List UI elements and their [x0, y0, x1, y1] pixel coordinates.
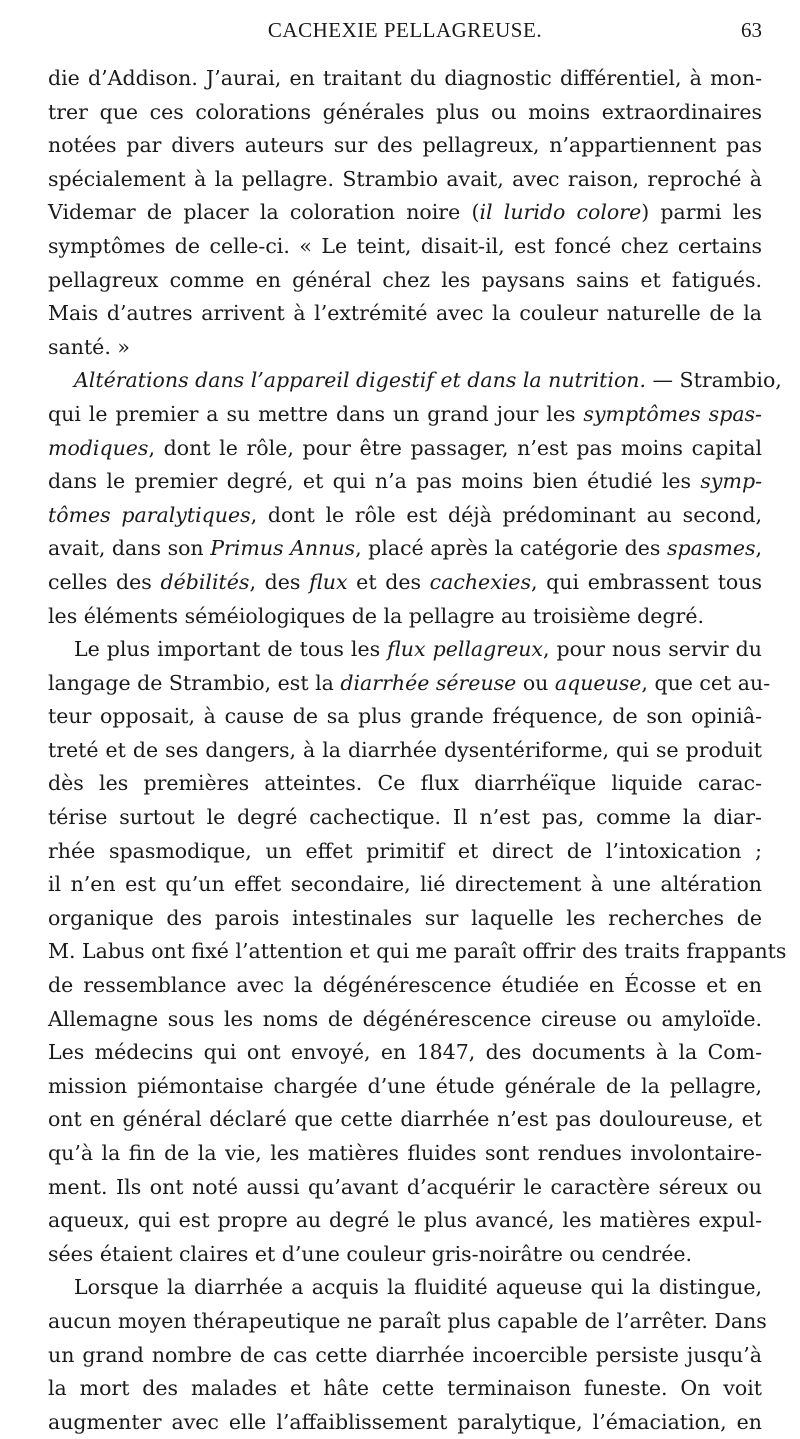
- text-run: pellagreux comme en général chez les paysans sains et fatigués.: [48, 267, 762, 292]
- italic-term: il lurido colore: [479, 200, 642, 225]
- text-line: [48, 129, 762, 163]
- text-run: , pour nous servir du: [542, 637, 762, 662]
- text-run: , placé après la catégorie des: [355, 536, 667, 561]
- text-line: [48, 398, 762, 432]
- text-run: santé. »: [48, 334, 130, 359]
- text-run: langage de Strambio, est la: [48, 670, 341, 695]
- text-run: de ressemblance avec la dégénérescence étudiée en Écosse et en: [48, 973, 762, 998]
- italic-term: diarrhée séreuse: [340, 670, 517, 695]
- text-line: [48, 1137, 762, 1171]
- text-line: [48, 667, 771, 701]
- italic-term: tômes paralytiques: [48, 502, 251, 527]
- text-run: avait, dans son: [48, 536, 211, 561]
- text-run: Videmar de placer la coloration noire (: [48, 200, 480, 225]
- text-run: trer que ces colorations générales plus ou moins extraordinaires: [48, 99, 762, 124]
- text-line: [48, 1171, 762, 1205]
- text-run: sées étaient claires et d’une couleur gris-noirâtre ou cendrée.: [48, 1241, 692, 1266]
- text-run: die d’Addison. J’aurai, en traitant du diagnostic différentiel, à mon-: [48, 66, 762, 90]
- italic-term: Altérations dans l’appareil digestif et dans la nutrition.: [74, 368, 647, 393]
- text-run: et des: [347, 569, 430, 594]
- text-line: [48, 1339, 762, 1373]
- italic-term: symptômes spas-: [583, 401, 762, 426]
- text-line: [48, 835, 762, 869]
- text-run: ,: [755, 536, 763, 561]
- text-line: [48, 499, 762, 533]
- text-run: ou: [516, 670, 555, 695]
- text-line: [48, 1003, 762, 1037]
- text-line: [48, 1103, 762, 1137]
- text-run: rhée spasmodique, un effet primitif et direct de l’intoxication ;: [48, 838, 762, 863]
- text-line: [48, 1271, 762, 1305]
- text-run: , qui embrassent tous: [530, 569, 763, 594]
- text-run: augmenter avec elle l’affaiblissement paralytique, l’émaciation, en: [48, 1409, 762, 1434]
- text-line: [48, 96, 762, 130]
- text-line: [48, 801, 762, 835]
- text-line: [48, 364, 782, 398]
- text-line: [48, 1036, 762, 1070]
- text-run: , que cet au-: [641, 670, 771, 695]
- text-line: [48, 566, 762, 600]
- text-run: , des: [249, 569, 310, 594]
- text-run: les éléments séméiologiques de la pellagre au troisième degré.: [48, 603, 705, 628]
- text-run: mission piémontaise chargée d’une étude générale de la pellagre,: [48, 1073, 762, 1098]
- text-run: un grand nombre de cas cette diarrhée incoercible persiste jusqu’à: [48, 1342, 762, 1367]
- text-run: , dont le rôle, pour être passager, n’est pas moins capital: [148, 435, 762, 460]
- text-run: la mort des malades et hâte cette terminaison funeste. On voit: [48, 1376, 762, 1401]
- italic-term: flux pellagreux: [387, 637, 543, 662]
- text-run: ont en général déclaré que cette diarrhée n’est pas douloureuse, et: [48, 1107, 762, 1132]
- text-line: [48, 264, 762, 298]
- text-run: teur opposait, à cause de sa plus grande fréquence, de son opiniâ-: [48, 704, 762, 729]
- text-run: Le plus important de tous les: [74, 637, 388, 662]
- text-line: [48, 1305, 767, 1339]
- text-line: [48, 1406, 762, 1439]
- text-line: [48, 767, 762, 801]
- text-run: ment. Ils ont noté aussi qu’avant d’acquérir le caractère séreux ou: [48, 1174, 762, 1199]
- text-run: qui le premier a su mettre dans un grand jour les: [48, 401, 584, 426]
- text-run: symptômes de celle-ci. « Le teint, disait-il, est foncé chez certains: [48, 233, 762, 258]
- text-run: dans le premier degré, et qui n’a pas moins bien étudié les: [48, 469, 701, 494]
- text-run: organique des parois intestinales sur laquelle les recherches de: [48, 905, 762, 930]
- text-run: M. Labus ont fixé l’attention et qui me paraît offrir des traits frappants: [48, 939, 787, 964]
- text-line: [48, 1238, 762, 1272]
- text-line: [48, 297, 762, 331]
- text-run: spécialement à la pellagre. Strambio avait, avec raison, reproché à: [48, 166, 762, 191]
- text-line: [48, 465, 762, 499]
- text-run: treté et de ses dangers, à la diarrhée dysentériforme, qui se produit: [48, 737, 762, 762]
- italic-term: Primus Annus: [210, 536, 356, 561]
- running-title: CACHEXIE PELLAGREUSE.: [267, 18, 543, 42]
- body-text: [48, 62, 787, 1439]
- text-run: — Strambio,: [646, 368, 782, 393]
- italic-term: aqueuse: [554, 670, 642, 695]
- text-run: ) parmi les: [641, 200, 762, 225]
- running-head: [48, 18, 762, 48]
- italic-term: symp-: [700, 469, 762, 494]
- text-run: notées par divers auteurs sur des pellagreux, n’appartiennent pas: [48, 133, 762, 158]
- text-line: [48, 1204, 762, 1238]
- text-line: [48, 196, 762, 230]
- text-line: [48, 1070, 762, 1104]
- text-run: celles des: [48, 569, 161, 594]
- text-run: dès les premières atteintes. Ce flux diarrhéïque liquide carac-: [48, 771, 762, 796]
- text-line: [48, 902, 762, 936]
- text-line: [48, 432, 762, 466]
- text-line: [48, 1372, 762, 1406]
- page-number: 63: [741, 18, 762, 42]
- italic-term: cachexies: [429, 569, 531, 594]
- text-run: aucun moyen thérapeutique ne paraît plus capable de l’arrêter. Dans: [48, 1308, 767, 1333]
- text-line: [48, 163, 762, 197]
- text-line: [48, 700, 762, 734]
- text-line: [48, 935, 787, 969]
- text-line: [48, 969, 762, 1003]
- text-run: Lorsque la diarrhée a acquis la fluidité aqueuse qui la distingue,: [74, 1275, 762, 1300]
- text-run: , dont le rôle est déjà prédominant au second,: [250, 502, 763, 527]
- text-line: [48, 532, 762, 566]
- text-line: [48, 633, 762, 667]
- text-run: qu’à la fin de la vie, les matières fluides sont rendues involontaire-: [48, 1141, 762, 1165]
- italic-term: modiques: [48, 435, 149, 460]
- text-run: Allemagne sous les noms de dégénérescence cireuse ou amyloïde.: [48, 1006, 762, 1031]
- text-run: aqueux, qui est propre au degré le plus avancé, les matières expul-: [48, 1208, 762, 1233]
- text-line: [48, 230, 762, 264]
- italic-term: spasmes: [667, 536, 756, 561]
- text-run: Mais d’autres arrivent à l’extrémité avec la couleur naturelle de la: [48, 301, 762, 326]
- text-line: [48, 331, 762, 365]
- text-run: il n’en est qu’un effet secondaire, lié directement à une altération: [48, 872, 762, 897]
- text-run: térise surtout le degré cachectique. Il n’est pas, comme la diar-: [48, 805, 762, 830]
- text-line: [48, 62, 762, 96]
- italic-term: flux: [309, 569, 348, 594]
- text-run: Les médecins qui ont envoyé, en 1847, des documents à la Com-: [48, 1040, 762, 1065]
- text-line: [48, 868, 762, 902]
- text-line: [48, 734, 762, 768]
- italic-term: débilités: [160, 569, 250, 594]
- text-line: [48, 600, 762, 634]
